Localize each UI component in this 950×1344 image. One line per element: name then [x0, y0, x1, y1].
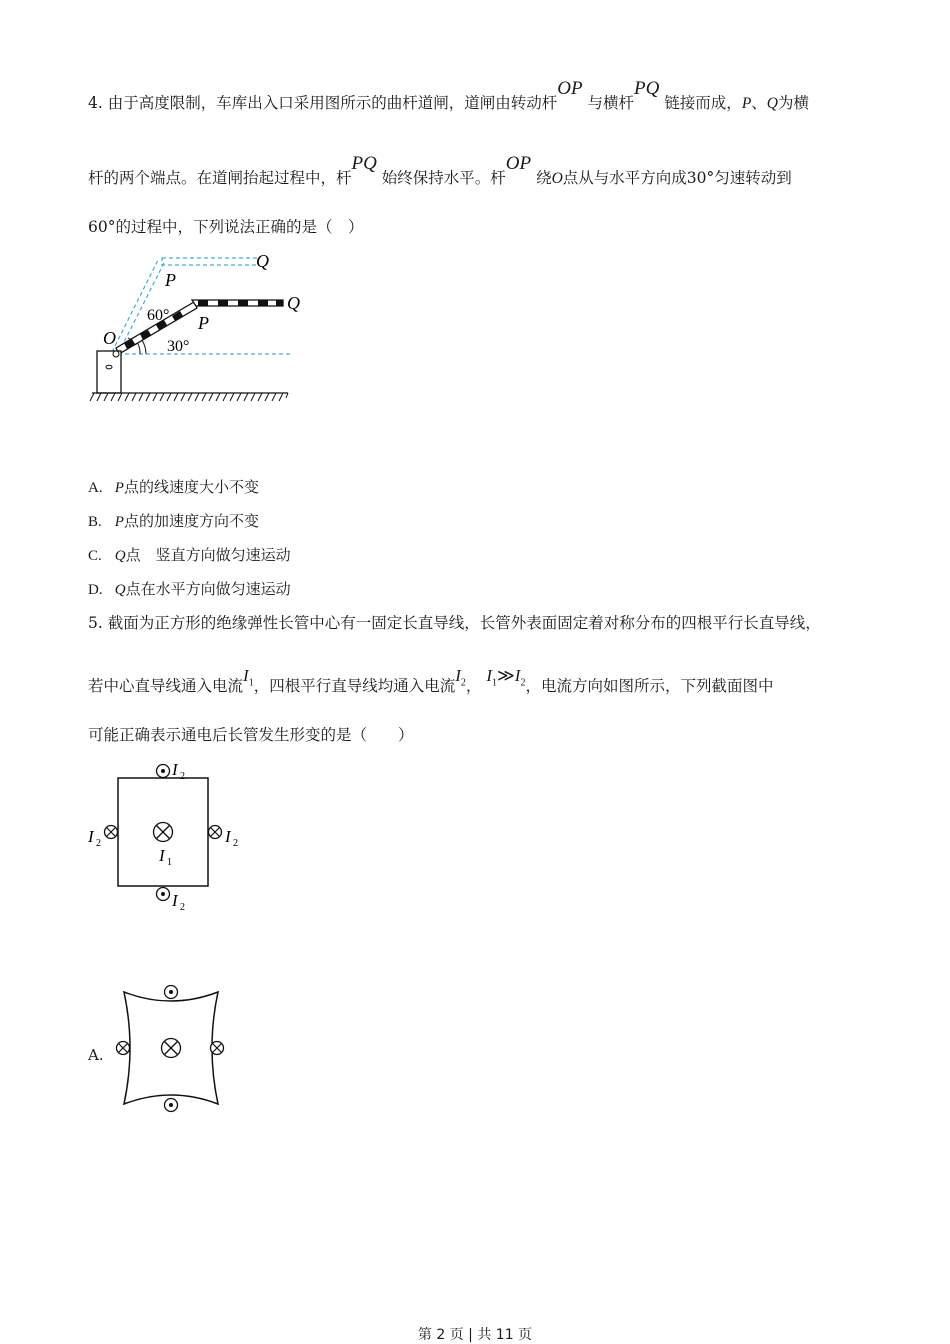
svg-text:I: I — [172, 891, 178, 910]
i2-symbol: $I_2$ — [455, 666, 466, 689]
wire-top-dot-icon — [165, 986, 178, 999]
wire-bottom-dot-icon — [157, 888, 170, 901]
q5-line-2: 若中心直导线通入电流$I_1$，四根平行直导线均通入电流$I_2$， $I_1≫I_2$，电流方向如图所示，下列截面图中 — [88, 666, 774, 695]
op-label: OP — [557, 78, 583, 99]
angle-30-label: 30° — [167, 338, 190, 355]
gate-figure — [88, 248, 298, 408]
q5-number: 5. — [88, 614, 103, 632]
q5-line-3: 可能正确表示通电后长管发生形变的是（ ） — [88, 726, 414, 744]
bar-raised-outline — [162, 258, 258, 265]
svg-text:2: 2 — [180, 771, 185, 782]
q5-option-a-figure[interactable] — [110, 978, 235, 1118]
label-p-top: P — [165, 270, 176, 290]
tube-cross-section-figure — [84, 758, 254, 913]
pq-label: PQ — [634, 78, 660, 99]
svg-text:I: I — [159, 846, 165, 865]
q4-line-1: 4. 由于高度限制，车库出入口采用图所示的曲杆道闸，道闸由转动杆OP 与横杆PQ 链接而成，P、Q为横 — [88, 78, 810, 112]
svg-text:I: I — [88, 827, 94, 846]
svg-text:2: 2 — [233, 838, 238, 849]
q4-line-3: 60°的过程中，下列说法正确的是（ ） — [88, 218, 364, 236]
current-relation: $I_1≫I_2$ — [486, 666, 526, 689]
page-footer: 第 2 页 | 共 11 页 — [417, 1327, 533, 1343]
q4-line-2: 杆的两个端点。在道闸抬起过程中，杆PQ 始终保持水平。杆OP 绕O点从与水平方向成30°匀速转动到 — [88, 153, 792, 187]
q4-number: 4. — [88, 94, 103, 112]
q4-option-c[interactable]: C. Q点 竖直方向做匀速运动 — [88, 546, 291, 564]
q4-option-b[interactable]: B. P点的加速度方向不变 — [88, 512, 259, 530]
wire-right-cross-icon — [211, 1042, 224, 1055]
q4-option-d[interactable]: D. Q点在水平方向做匀速运动 — [88, 580, 291, 598]
wire-center-cross-icon — [162, 1039, 181, 1058]
label-q-top: Q — [256, 251, 269, 271]
svg-text:I: I — [225, 827, 231, 846]
q5-line-1: 5. 截面为正方形的绝缘弹性长管中心有一固定长直导线，长管外表面固定着对称分布的四根平行长直导线， — [88, 614, 821, 632]
q4-option-a[interactable]: A. P点的线速度大小不变 — [88, 478, 259, 496]
wire-right-cross-icon — [209, 826, 222, 839]
wire-left-cross-icon — [117, 1042, 130, 1055]
wire-top-dot-icon — [157, 765, 170, 778]
svg-text:2: 2 — [96, 838, 101, 849]
q5-option-a-label[interactable]: A. — [88, 1046, 104, 1064]
svg-text:1: 1 — [167, 857, 172, 868]
wire-left-cross-icon — [105, 826, 118, 839]
gate-post — [97, 351, 121, 393]
label-p: P — [198, 313, 209, 333]
label-q: Q — [287, 293, 300, 313]
wire-center-cross-icon — [154, 823, 173, 842]
label-o: O — [103, 328, 116, 348]
i1-symbol: $I_1$ — [243, 666, 254, 689]
svg-text:2: 2 — [180, 902, 185, 913]
svg-text:I: I — [172, 760, 178, 779]
wire-bottom-dot-icon — [165, 1099, 178, 1112]
angle-60-label: 60° — [147, 307, 170, 324]
bar-pq — [192, 300, 283, 306]
